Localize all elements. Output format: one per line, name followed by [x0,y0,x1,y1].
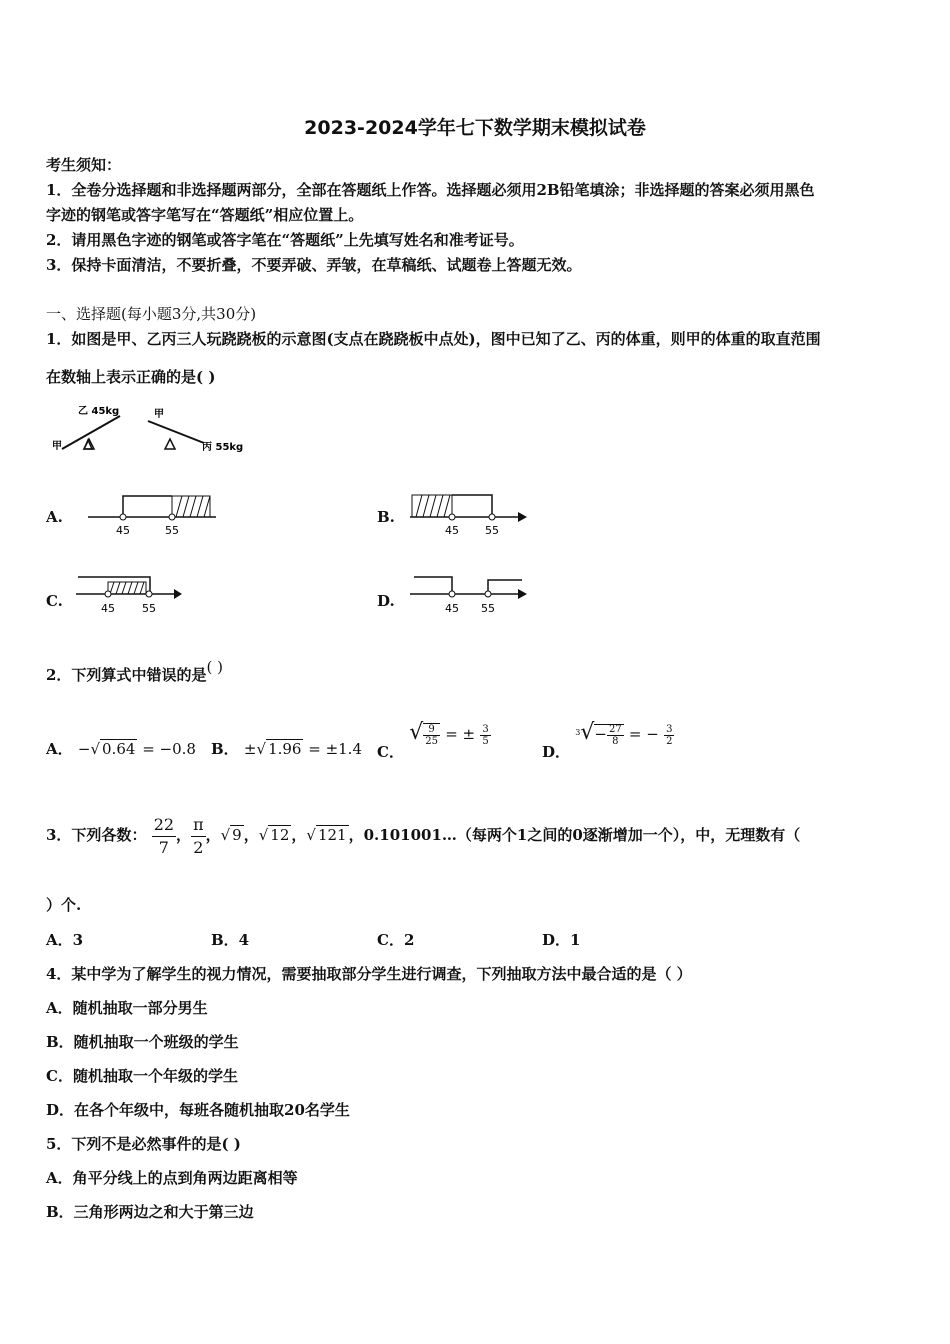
tick-45: 45 [101,602,115,615]
tick-55: 55 [485,524,499,537]
q2-paren: ( ) [206,658,223,676]
notice-line-1: 1．全卷分选择题和非选择题两部分，全部在答题纸上作答。选择题必须用2B铅笔填涂；非选择题的答案必须用黑色 [46,181,815,199]
q3-sep: ， [176,826,192,844]
q2-c-den: 25 [425,736,438,747]
tick-45: 45 [445,602,459,615]
seesaw-figure [50,402,250,458]
q1-option-b-numberline [410,490,530,540]
q2-stem [46,658,223,685]
q3-option-a[interactable]: A．3 [46,931,84,949]
q2-a-radicand: 0.64 [102,740,136,758]
notice-line-3: 3．保持卡面清洁，不要折叠，不要弄破、弄皱，在草稿纸、试题卷上答题无效。 [46,256,582,274]
q2-d-rnum: 3 [666,723,673,735]
tick-45: 45 [445,524,459,537]
notice-line-1b: 字迹的钢笔或答字笔写在“答题纸”相应位置上。 [46,206,364,224]
q2-option-a-label: A． [46,740,73,758]
q1-option-d-label[interactable]: D. [377,592,395,610]
q2-d-index: 3 [575,728,581,737]
q3-sep: ， [243,826,259,844]
q3-option-b[interactable]: B．4 [211,931,250,949]
q4-stem: 4．某中学为了解学生的视力情况，需要抽取部分学生进行调查，下列抽取方法中最合适的是（ ） [46,965,692,983]
q2-option-d[interactable]: D． $^3$√− $\frac{27}{8}$ = − $\frac{3}{2}$ [542,720,673,761]
notice-line-2: 2．请用黑色字迹的钢笔或答字笔在“答题纸”上先填写姓名和准考证号。 [46,231,524,249]
q3-stem-text: 3．下列各数： [46,826,147,844]
q2-a-minus: − [77,740,91,758]
q2-option-b-label: B． [211,740,239,758]
q5-option-a[interactable]: A．角平分线上的点到角两边距离相等 [46,1169,298,1187]
q2-d-eq: = − [628,725,659,743]
q3-root-121: 121 [317,826,347,844]
q1-option-d-numberline [410,572,530,622]
q3-option-d[interactable]: D．1 [542,931,581,949]
q2-stem-text: 2．下列算式中错误的是 [46,666,207,684]
q3-frac1-num: 22 [152,814,176,837]
q3-stem-2: ）个. [46,896,82,914]
q1-stem-2: 在数轴上表示正确的是( ) [46,368,216,386]
q3-sep: ， [205,826,221,844]
tick-55: 55 [142,602,156,615]
q2-c-rden: 5 [482,735,489,747]
q2-option-c[interactable]: C． √ $\frac{9}{25}$ = ± $\frac{3}{5}$ [377,720,489,761]
notice-heading: 考生须知： [46,156,122,174]
fig-label-yi: 乙 45kg [78,406,120,417]
q2-d-den: 8 [612,735,619,747]
q3-frac2-num: π [191,814,206,837]
q2-a-result: = −0.8 [137,740,196,758]
q2-b-radicand: 1.96 [268,740,302,758]
tick-55: 55 [481,602,495,615]
q3-option-c[interactable]: C．2 [377,931,415,949]
q2-c-rnum: 3 [482,723,489,735]
q1-option-c-numberline [76,572,186,622]
q1-option-a-numberline [88,490,223,540]
q3-root-12: 12 [270,826,290,844]
q2-b-result: = ±1.4 [303,740,362,758]
tick-55: 55 [165,524,179,537]
q3-frac2-den: 2 [193,837,204,857]
q3-tail: ，0.101001…（每两个1之间的0逐渐增加一个），中，无理数有（ [348,826,801,844]
q2-b-pm: ± [243,740,257,758]
q2-option-b[interactable]: B． ±√ 1.96 = ±1.4 [211,740,362,758]
q4-option-d[interactable]: D．在各个年级中，每班各随机抽取20名学生 [46,1101,350,1119]
q2-c-eq: = ± [445,725,476,743]
fig-label-bing: 丙 55kg [202,442,244,453]
q4-option-a[interactable]: A．随机抽取一部分男生 [46,999,208,1017]
q2-option-a[interactable]: A． −√ 0.64 = −0.8 [46,740,196,758]
q3-root-9: 9 [232,826,242,844]
fig-label-jia-2: 甲 [154,409,164,420]
q5-option-b[interactable]: B．三角形两边之和大于第三边 [46,1203,254,1221]
section-heading: 一、选择题(每小题3分,共30分) [46,305,257,323]
q2-d-rden: 2 [666,735,673,747]
q2-option-d-label: D． [542,743,571,761]
q1-option-c-label[interactable]: C. [46,592,63,610]
q1-option-a-label[interactable]: A. [46,508,63,526]
q2-d-minus: − [594,725,607,743]
q2-c-num: 9 [423,724,440,736]
tick-45: 45 [116,524,130,537]
q1-option-b-label[interactable]: B. [377,508,395,526]
q3-stem: 3．下列各数： $\frac{22}{7}$ ， $\frac{\pi}{2}$ ，√ 9 ，√ 12 ，√ 121 ，0.101001…（每两个1之间的0逐渐增加一个），中，无理数有（ [46,814,801,857]
q4-option-b[interactable]: B．随机抽取一个班级的学生 [46,1033,239,1051]
fig-label-jia-1: 甲 [52,441,62,452]
q3-frac1-den: 7 [158,837,169,857]
q2-option-c-label: C． [377,743,404,761]
q2-d-num: 27 [608,723,622,735]
q1-stem-1: 1．如图是甲、乙丙三人玩跷跷板的示意图(支点在跷跷板中点处)，图中已知了乙、丙的体重，则甲的体重的取直范围 [46,330,821,348]
q5-stem: 5．下列不是必然事件的是( ) [46,1135,241,1153]
q3-sep: ， [291,826,307,844]
page-title: 2023-2024学年七下数学期末模拟试卷 [304,117,646,139]
q4-option-c[interactable]: C．随机抽取一个年级的学生 [46,1067,238,1085]
